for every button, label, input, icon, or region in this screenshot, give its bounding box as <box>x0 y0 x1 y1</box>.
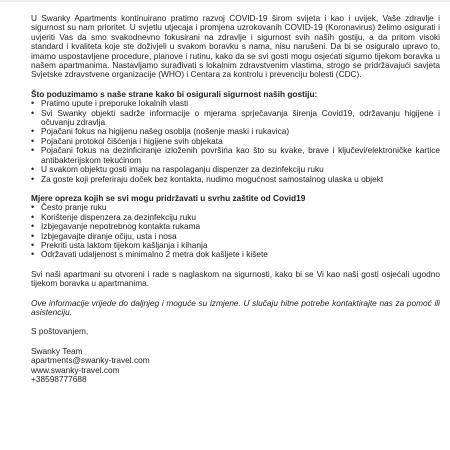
phone-number: +38598777688 <box>31 374 87 384</box>
list-item: • Pojačani fokus na dezinficiranje izloženih površina kao što su kvake, brave i ključevi/elektroničke kartice antibakterijskom tekućinom <box>41 146 440 165</box>
list-item: • Korištenje dispenzera za dezinfekciju ruku <box>41 213 440 222</box>
list-item: • U svakom objektu gosti imaju na raspolaganju dispenzer za dezinfekciju ruku <box>41 165 440 174</box>
list-item: • Pratimo upute i preporuke lokalnih vlasti <box>41 99 440 108</box>
section-measures <box>31 90 440 184</box>
team-name: Swanky Team <box>31 345 83 356</box>
measures-list <box>31 99 440 184</box>
disclaimer-note: Ove informacije vrijede do daljnjeg i moguće su izmjene. U slučaju hitne potrebe kontaktirajte nas za pomoć ili asistenciju. <box>31 297 440 317</box>
section-precautions-heading: Mjere opreza kojih se svi mogu pridržavati u svrhu zaštite od Covid19 <box>31 192 306 203</box>
list-item: • Pojačani protokol čišćenja i higijene svih objekata <box>41 137 440 146</box>
list-item: • Izbjegavanje nepotrebnog kontakta rukama <box>41 222 440 231</box>
list-item: • Prekriti usta laktom tijekom kašljanja i kihanja <box>41 241 440 250</box>
section-measures-heading: Što poduzimamo s naše strane kako bi osigurali sigurnost naših gostiju: <box>31 88 318 99</box>
list-item: • Održavati udaljenost s minimalno 2 metra dok kašljete i kišete <box>41 250 440 259</box>
list-item: • Svi Swanky objekti sadrže informacije o mjerama sprječavanja širenja Covid19, održavanju higijene i očuvanju zdravlja <box>41 109 440 128</box>
list-item: • Izbjegavajte diranje očiju, usta i nosa <box>41 232 440 241</box>
top-border <box>0 0 450 2</box>
section-precautions <box>31 194 440 260</box>
closing-paragraph: Svi naši apartmani su otvoreni i rade s naglaskom na sigurnosti, kako bi se Vi kao naši gosti osjećali ugodno tijekom boravka u apartmanima. <box>31 268 440 289</box>
document-body <box>31 14 440 384</box>
greeting: S poštovanjem, <box>31 326 89 337</box>
list-item: • Za goste koji preferiraju doček bez kontakta, nudimo mogućnost samostalnog ulaska u objekt <box>41 175 440 184</box>
contact-email[interactable]: apartments@swanky-travel.com <box>31 355 150 366</box>
list-item: • Pojačani fokus na higijenu našeg osoblja (nošenje maski i rukavica) <box>41 127 440 136</box>
website-link[interactable]: www.swanky-travel.com <box>31 364 120 375</box>
intro-paragraph: U Swanky Apartments kontinuirano pratimo razvoj COVID-19 širom svijeta i kao i uvijek, Vaše zdravlje i sigurnost su nam prioritet. U svjetlu utjecaja i promjena uzrokovanih COVID-19 (Koronavirus) želimo osigurati i uvjeriti Vas da smo svakodnevno fokusirani na zdravlje i sigurnost svih naših gostiju, a da pritom visoki standard i kvaliteta koje ste doživjeli u svakom boravku s nama, nisu narušeni. Da bi se osiguralo upravo to, imamo uspostavljene procedure, planove i rutinu, kako da se svi gosti mogu osjećati sigurno tijekom boravka u našem apartmanima. Nastavljamo surađivati s lokalnim zdravstvenim vlastima, strogo se pridržavajući savjeta Svjetske zdravstvene organizacije (WHO) i Centara za kontrolu i prevenciju bolesti (CDC). <box>31 13 440 80</box>
list-item: • Često pranje ruku <box>41 203 440 212</box>
precautions-list <box>31 203 440 259</box>
signature-block <box>31 327 440 384</box>
